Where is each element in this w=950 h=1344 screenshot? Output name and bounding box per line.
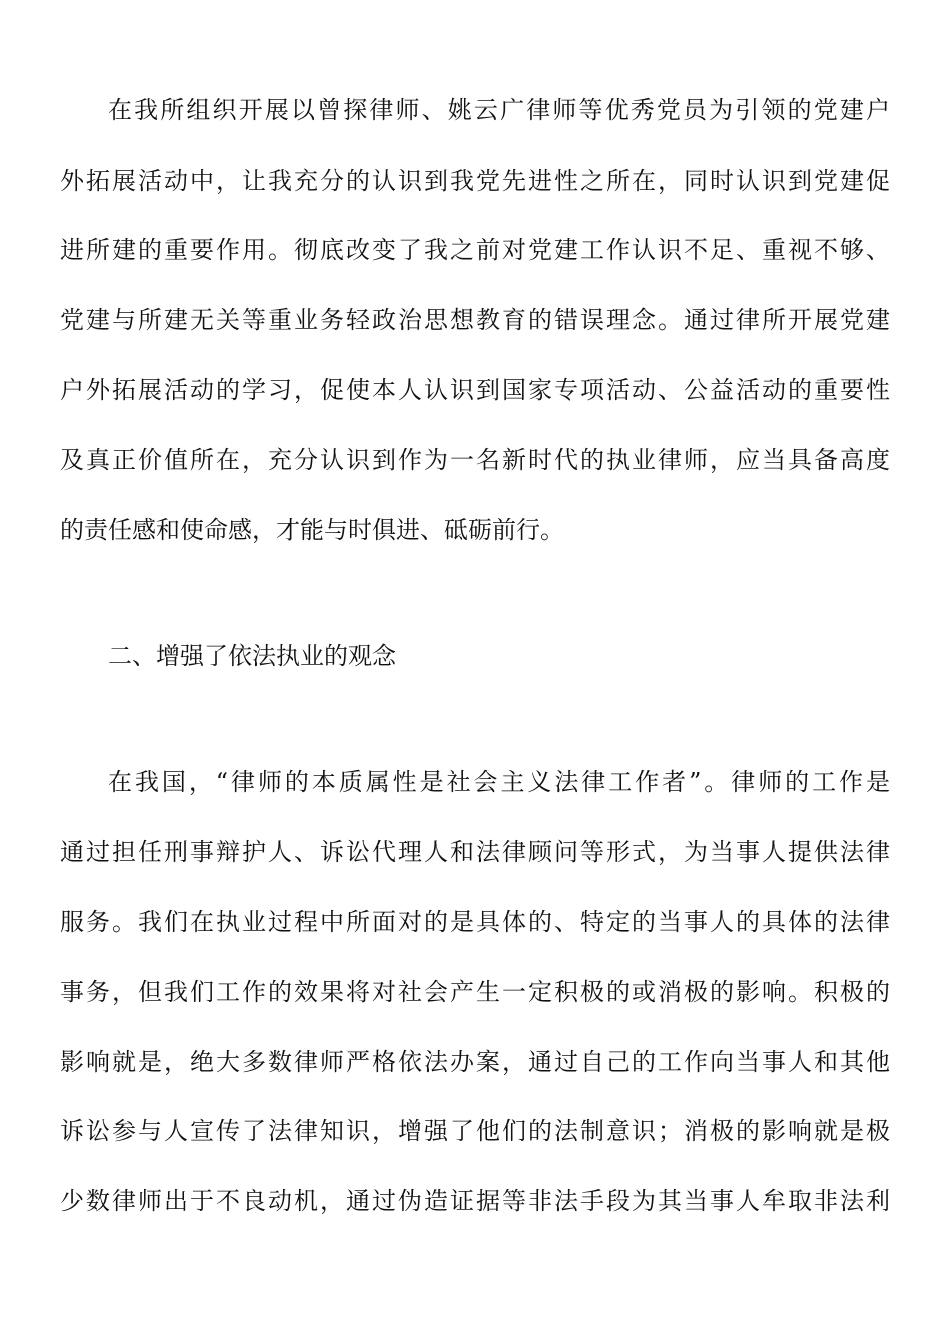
paragraph-line: 进所建的重要作用。彻底改变了我之前对党建工作认识不足、重视不够、 [60,236,890,264]
section-heading: 二、增强了依法执业的观念 [108,642,396,670]
paragraph-line: 影响就是，绝大多数律师严格依法办案，通过自己的工作向当事人和其他 [60,1048,890,1076]
paragraph-line: 党建与所建无关等重业务轻政治思想教育的错误理念。通过律所开展党建 [60,306,890,334]
paragraph-line: 及真正价值所在，充分认识到作为一名新时代的执业律师，应当具备高度 [60,446,890,474]
paragraph-line: 服务。我们在执业过程中所面对的是具体的、特定的当事人的具体的法律 [60,908,890,936]
paragraph-line: 户外拓展活动的学习，促使本人认识到国家专项活动、公益活动的重要性 [60,376,890,404]
paragraph-line: 在我国，“律师的本质属性是社会主义法律工作者”。律师的工作是 [108,768,890,796]
paragraph-line: 通过担任刑事辩护人、诉讼代理人和法律顾问等形式，为当事人提供法律 [60,838,890,866]
paragraph-line: 在我所组织开展以曾探律师、姚云广律师等优秀党员为引领的党建户 [108,96,890,124]
paragraph-line: 少数律师出于不良动机，通过伪造证据等非法手段为其当事人牟取非法利 [60,1187,890,1215]
paragraph-line: 的责任感和使命感，才能与时俱进、砥砺前行。 [60,516,564,544]
paragraph-line: 外拓展活动中，让我充分的认识到我党先进性之所在，同时认识到党建促 [60,167,890,195]
paragraph-line: 事务，但我们工作的效果将对社会产生一定积极的或消极的影响。积极的 [60,978,890,1006]
paragraph-line: 诉讼参与人宣传了法律知识，增强了他们的法制意识；消极的影响就是极 [60,1117,890,1145]
